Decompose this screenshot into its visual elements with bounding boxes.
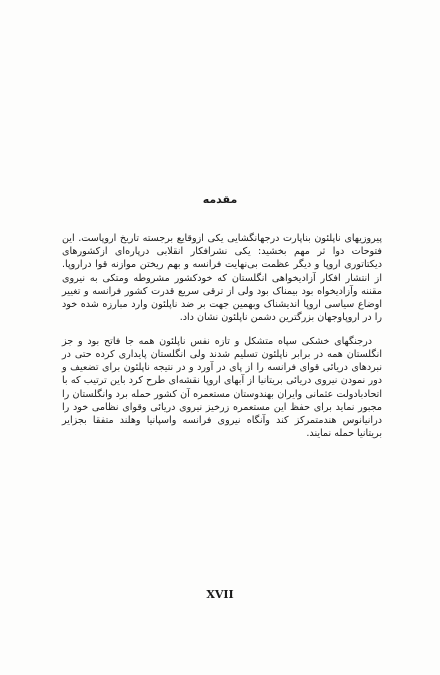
page-number: XVII [206,588,234,601]
body-text [62,232,382,441]
page-heading: مقدمه [202,193,238,206]
paragraph-spacer [62,325,382,335]
paragraph-1: پیروزیهای ناپلئون بناپارت درجهانگشایی یکی ازوقایع برجسته تاریخ اروپاست. این فتوحات دوا ثر مهم بخشید: یکی نشرافکار انقلابی درپاره‌ای ازکشورهای دیکتاتوری اروپا و دیگر عظمت بی‌نهایت فرانسه و بهم ریختن موازنه قوا دراروپا. از انتشار افکار آزادیخواهی انگلستان که خودکشور مشروطه ومتکی به نیروی مقننه وآزادیخواه بود بیمناک بود ولی از ترقی سریع قدرت کشور فرانسه و تغییر اوضاع سیاسی اروپا اندیشناک وبهمین جهت بر ضد ناپلئون وارد مبارزه شده خود را در اروپاوجهان بزرگترین دشمن ناپلئون نشان داد. [62,233,382,324]
paragraph-2: درجنگهای خشکی سپاه متشکل و تازه نفس ناپلئون همه جا فاتح بود و جز انگلستان همه در برابر ناپلئون تسلیم شدند ولی انگلستان پایداری کرده حتی در نبردهای دریائی قوای فرانسه را از پای در آورد و در نتیجه ناپلئون برای تضعیف و دور نمودن نیروی دریائی بریتانیا از آبهای اروپا نقشه‌ای طرح کرد باین ترتیب که با اتحادبادولت عثمانی وایران بهندوستان مستعمره آن کشور حمله برد وانگلستان را مجبور نماید برای حفظ این مستعمره زرخیز نیروی دریائی وقوای نظامی خود را درانیانوس هندمتمرکز کند وآنگاه نیروی فرانسه واسپانیا وهلند متفقا بجزایر بریتانیا حمله نمایند. [62,335,382,440]
